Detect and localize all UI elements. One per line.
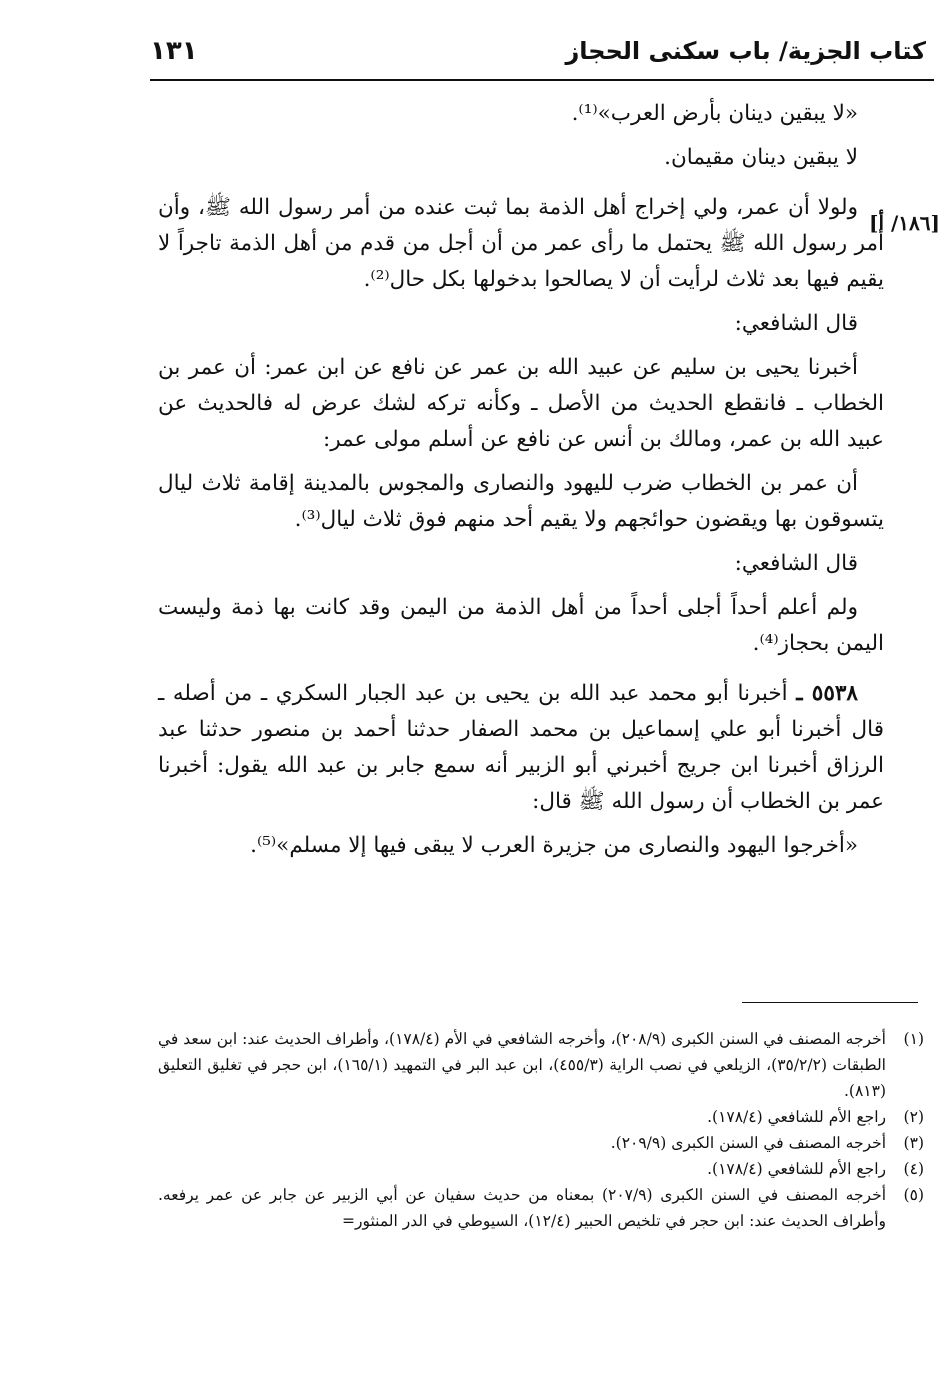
footnote-number: (٣) — [903, 1134, 924, 1152]
paragraph-9 — [158, 676, 884, 820]
footnote — [158, 1026, 924, 1104]
paragraph-1: «لا يبقين دينان بأرض العرب»⁽¹⁾. — [571, 101, 858, 126]
paragraph-4: قال الشافعي: — [734, 311, 858, 336]
footnote-text: أخرجه المصنف في السنن الكبرى (٢٠٨/٩)، وأخرجه الشافعي في الأم (١٧٨/٤)، وأطراف الحديث عند: ابن سعد في الطبقات (٣٥/٢/٢)، الزيلعي في نصب الراية (٤٥٥/٣)، ابن عبد البر في التمهيد (١٦٥/١)، ابن حجر في تغليق التعليق (٨١٣). — [158, 1030, 886, 1100]
footnote — [158, 1156, 924, 1182]
paragraph-3: ولولا أن عمر، ولي إخراج أهل الذمة بما ثبت عنده من أمر رسول الله ﷺ، وأن أمر رسول الله ﷺ يحتمل ما رأى عمر من أن أجل من قدم من أهل الذمة تاجراً لا يقيم فيها بعد ثلاث لرأيت أن لا يصالحوا بدخولها بكل حال⁽²⁾. — [158, 195, 884, 292]
manuscript-folio-reference: [١٨٦/ أ] — [869, 211, 940, 235]
footnote-text: راجع الأم للشافعي (١٧٨/٤). — [707, 1160, 886, 1178]
paragraph-8: ولم أعلم أحداً أجلى أحداً من أهل الذمة من اليمن وقد كانت بها ذمة وليست اليمن بحجاز⁽⁴⁾. — [158, 595, 884, 656]
paragraph-7: قال الشافعي: — [734, 551, 858, 576]
main-text — [158, 96, 884, 864]
footnote — [158, 1182, 924, 1234]
paragraph-6: أن عمر بن الخطاب ضرب لليهود والنصارى والمجوس بالمدينة إقامة ثلاث ليال يتسوقون بها ويقضون حوائجهم ولا يقيم أحد منهم فوق ثلاث ليال⁽³⁾. — [158, 471, 884, 532]
paragraph-9-text: أخبرنا أبو محمد عبد الله بن يحيى بن عبد الجبار السكري ـ من أصله ـ قال أخبرنا أبو علي إسماعيل بن محمد الصفار حدثنا أحمد بن منصور حدثنا عبد الرزاق أخبرنا ابن جريج أخبرني أبو الزبير أنه سمع جابر بن عبد الله يقول: أخبرنا عمر بن الخطاب أن رسول الله ﷺ قال: — [158, 681, 884, 814]
header-rule — [150, 79, 934, 81]
footnote-number: (٢) — [903, 1108, 924, 1126]
footnote-number: (٥) — [903, 1186, 924, 1204]
footnote-number: (١) — [903, 1030, 924, 1048]
paragraph-10: «أخرجوا اليهود والنصارى من جزيرة العرب لا يبقى فيها إلا مسلم»⁽⁵⁾. — [250, 833, 858, 858]
footnote-text: راجع الأم للشافعي (١٧٨/٤). — [707, 1108, 886, 1126]
page-number: ١٣١ — [150, 36, 198, 66]
footnote — [158, 1130, 924, 1156]
footnote-separator — [742, 1002, 918, 1003]
running-header — [150, 30, 926, 72]
footnote — [158, 1104, 924, 1130]
footnote-number: (٤) — [903, 1160, 924, 1178]
hadith-number: ٥٥٣٨ ـ — [796, 681, 858, 706]
paragraph-2: لا يبقين دينان مقيمان. — [664, 145, 858, 170]
footnote-text: أخرجه المصنف في السنن الكبرى (٢٠٧/٩) بمعناه من حديث سفيان عن أبي الزبير عن جابر عن عمر يرفعه. وأطراف الحديث عند: ابن حجر في تلخيص الحبير (١٢/٤)، السيوطي في الدر المنثور= — [158, 1186, 887, 1230]
chapter-title: كتاب الجزية/ باب سكنى الحجاز — [565, 37, 926, 65]
paragraph-5: أخبرنا يحيى بن سليم عن عبيد الله بن عمر عن نافع عن ابن عمر: أن عمر بن الخطاب ـ فانقطع الحديث من الأصل ـ وكأنه تركه لشك عرض له فالحديث عن عبيد الله بن عمر، ومالك بن أنس عن نافع عن أسلم مولى عمر: — [158, 355, 884, 452]
footnotes — [158, 1026, 924, 1234]
footnote-text: أخرجه المصنف في السنن الكبرى (٢٠٩/٩). — [610, 1134, 886, 1152]
